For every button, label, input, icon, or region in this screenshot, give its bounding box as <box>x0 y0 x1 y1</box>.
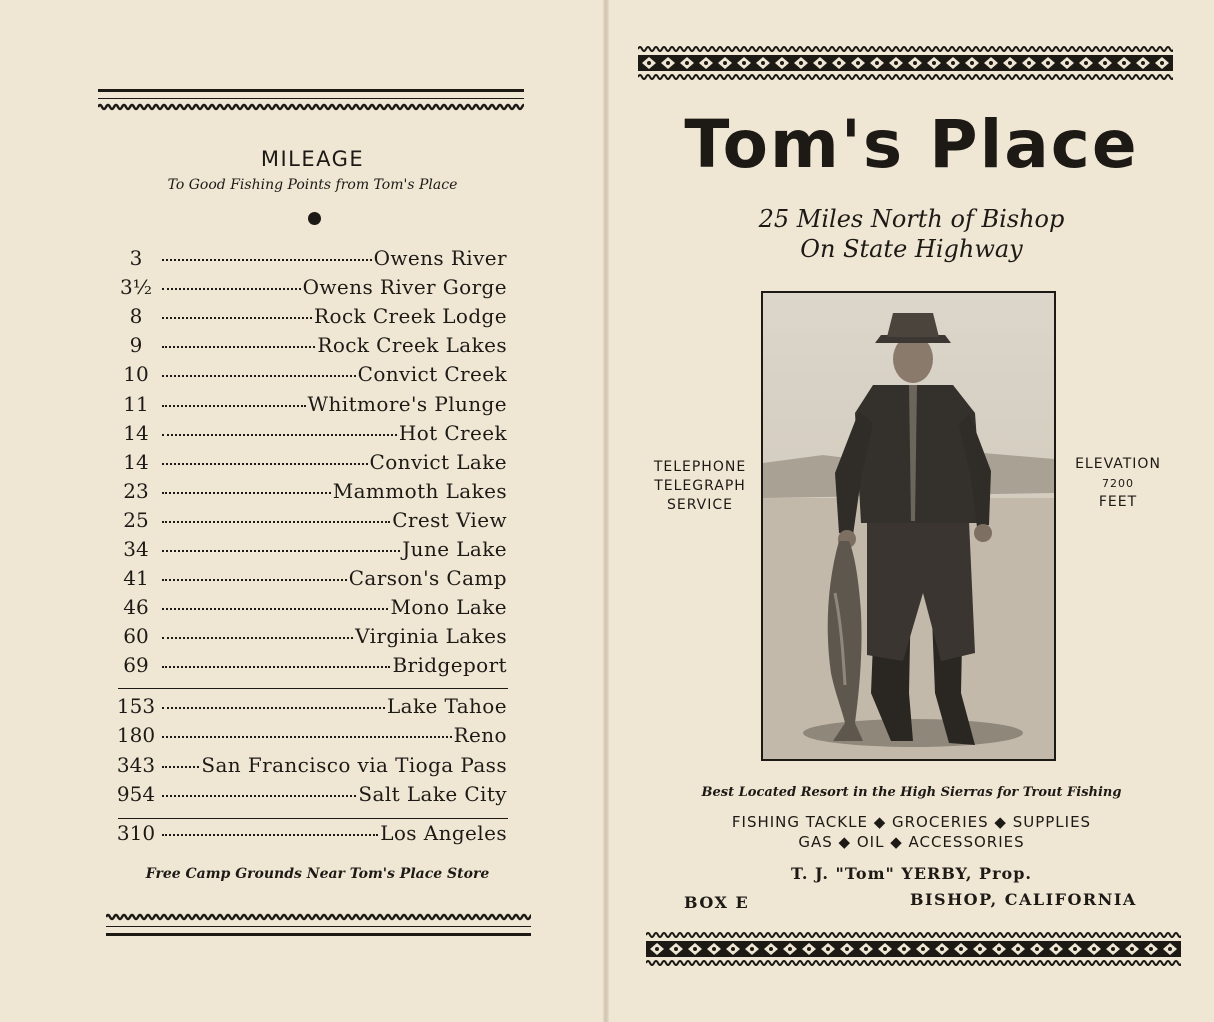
top-decorative-band <box>638 44 1173 82</box>
mileage-miles: 11 <box>123 391 149 416</box>
mileage-miles: 34 <box>123 537 149 561</box>
leader-dots <box>162 834 378 836</box>
mileage-miles: 25 <box>123 507 149 532</box>
mileage-miles: 343 <box>116 752 156 777</box>
leader-dots <box>162 666 390 668</box>
leader-dots <box>162 288 301 290</box>
mileage-subtitle: To Good Fishing Points from Tom's Place <box>167 177 458 193</box>
mileage-row <box>112 782 507 810</box>
po-box: BOX E <box>684 893 750 912</box>
mileage-destination: June Lake <box>402 537 507 561</box>
mileage-row <box>112 275 507 303</box>
bottom-wavy-rule <box>106 912 531 922</box>
leader-dots <box>162 579 347 581</box>
mileage-row <box>112 821 507 849</box>
bottom-decorative-band <box>646 930 1181 968</box>
leader-dots <box>162 492 331 494</box>
mileage-miles: 60 <box>123 624 149 649</box>
mileage-destination: Rock Creek Lakes <box>317 333 507 358</box>
side-left-line-1: TELEPHONE <box>653 459 747 475</box>
mileage-destination: Los Angeles <box>380 821 507 845</box>
mileage-destination: Hot Creek <box>398 420 507 445</box>
mileage-row <box>112 753 507 781</box>
leader-dots <box>162 608 388 610</box>
leader-dots <box>162 259 372 261</box>
mileage-destination: Lake Tahoe <box>387 694 507 718</box>
mileage-destination: Convict Creek <box>357 362 507 387</box>
mileage-row <box>112 537 507 565</box>
leader-dots <box>162 766 199 768</box>
leader-dots <box>162 346 315 348</box>
leader-dots <box>162 637 353 639</box>
mileage-destination: Whitmore's Plunge <box>307 391 507 416</box>
side-right-line-2: 7200 <box>1102 477 1134 490</box>
elevation-text <box>1062 455 1174 512</box>
mileage-miles: 69 <box>123 653 149 678</box>
front-title: Tom's Place <box>684 106 1139 183</box>
side-right-line-1: ELEVATION <box>1075 456 1161 472</box>
mileage-destination: Bridgeport <box>392 653 507 678</box>
mileage-row <box>112 624 507 652</box>
mileage-row <box>112 694 507 722</box>
city-address: BISHOP, CALIFORNIA <box>910 890 1137 909</box>
mileage-destination: Owens River <box>373 246 507 270</box>
leader-dots <box>162 707 385 709</box>
leader-dots <box>162 434 397 436</box>
mileage-miles: 153 <box>116 694 156 718</box>
bullet-dot <box>308 212 321 225</box>
side-left-line-3: SERVICE <box>666 497 734 513</box>
mileage-row <box>112 246 507 274</box>
mileage-miles: 9 <box>129 333 143 358</box>
mileage-miles: 41 <box>123 566 149 591</box>
mileage-title: MILEAGE <box>260 147 365 171</box>
mileage-destination: Salt Lake City <box>358 781 507 806</box>
fisherman-photo <box>761 291 1056 761</box>
mileage-row <box>112 508 507 536</box>
mileage-row <box>112 421 507 449</box>
top-double-rule <box>98 89 524 99</box>
bottom-double-rule <box>106 926 531 936</box>
mileage-destination: Convict Lake <box>369 449 507 474</box>
leader-dots <box>162 405 306 407</box>
mileage-miles: 180 <box>116 723 156 748</box>
proprietor: T. J. "Tom" YERBY, Prop. <box>791 864 1032 883</box>
mileage-row <box>112 566 507 594</box>
leader-dots <box>162 521 390 523</box>
services-line-2: GAS ◆ OIL ◆ ACCESSORIES <box>798 833 1025 851</box>
mileage-miles: 10 <box>123 362 149 387</box>
mileage-row <box>112 304 507 332</box>
mileage-row <box>112 595 507 623</box>
mileage-separator-2 <box>118 818 508 819</box>
mileage-miles: 23 <box>123 478 149 503</box>
side-right-line-3: FEET <box>1098 494 1138 510</box>
mileage-miles: 46 <box>123 595 149 620</box>
mileage-destination: Virginia Lakes <box>355 624 507 649</box>
side-left-line-2: TELEGRAPH <box>654 478 746 494</box>
leader-dots <box>162 550 400 552</box>
leader-dots <box>162 463 368 465</box>
mileage-destination: Rock Creek Lodge <box>314 304 507 329</box>
mileage-row <box>112 362 507 390</box>
mileage-row <box>112 723 507 751</box>
mileage-miles: 14 <box>123 449 149 474</box>
mileage-miles: 14 <box>123 420 149 445</box>
mileage-destination: Reno <box>453 723 507 748</box>
mileage-row <box>112 392 507 420</box>
mileage-miles: 954 <box>116 781 156 806</box>
leader-dots <box>162 317 312 319</box>
mileage-separator-1 <box>118 688 508 689</box>
free-camp-note: Free Camp Grounds Near Tom's Place Store <box>145 866 490 882</box>
leader-dots <box>162 375 356 377</box>
front-subtitle-2: On State Highway <box>800 235 1023 263</box>
services-line-1: FISHING TACKLE ◆ GROCERIES ◆ SUPPLIES <box>731 813 1092 831</box>
mileage-destination: Carson's Camp <box>348 566 507 591</box>
top-wavy-rule <box>98 102 524 112</box>
mileage-destination: Owens River Gorge <box>302 275 507 300</box>
front-subtitle-1: 25 Miles North of Bishop <box>758 205 1065 233</box>
mileage-miles: 8 <box>129 304 143 329</box>
mileage-miles: 3½ <box>119 275 153 300</box>
mileage-destination: San Francisco via Tioga Pass <box>201 752 507 777</box>
mileage-miles: 3 <box>129 246 143 270</box>
leader-dots <box>162 736 452 738</box>
mileage-row <box>112 333 507 361</box>
mileage-row <box>112 653 507 681</box>
mileage-destination: Mammoth Lakes <box>332 478 507 503</box>
leader-dots <box>162 795 356 797</box>
mileage-miles: 310 <box>116 821 156 845</box>
mileage-destination: Mono Lake <box>390 595 507 620</box>
tagline: Best Located Resort in the High Sierras for Trout Fishing <box>701 785 1122 800</box>
mileage-row <box>112 450 507 478</box>
mileage-destination: Crest View <box>392 507 507 532</box>
telephone-service-text <box>640 458 760 515</box>
mileage-row <box>112 479 507 507</box>
